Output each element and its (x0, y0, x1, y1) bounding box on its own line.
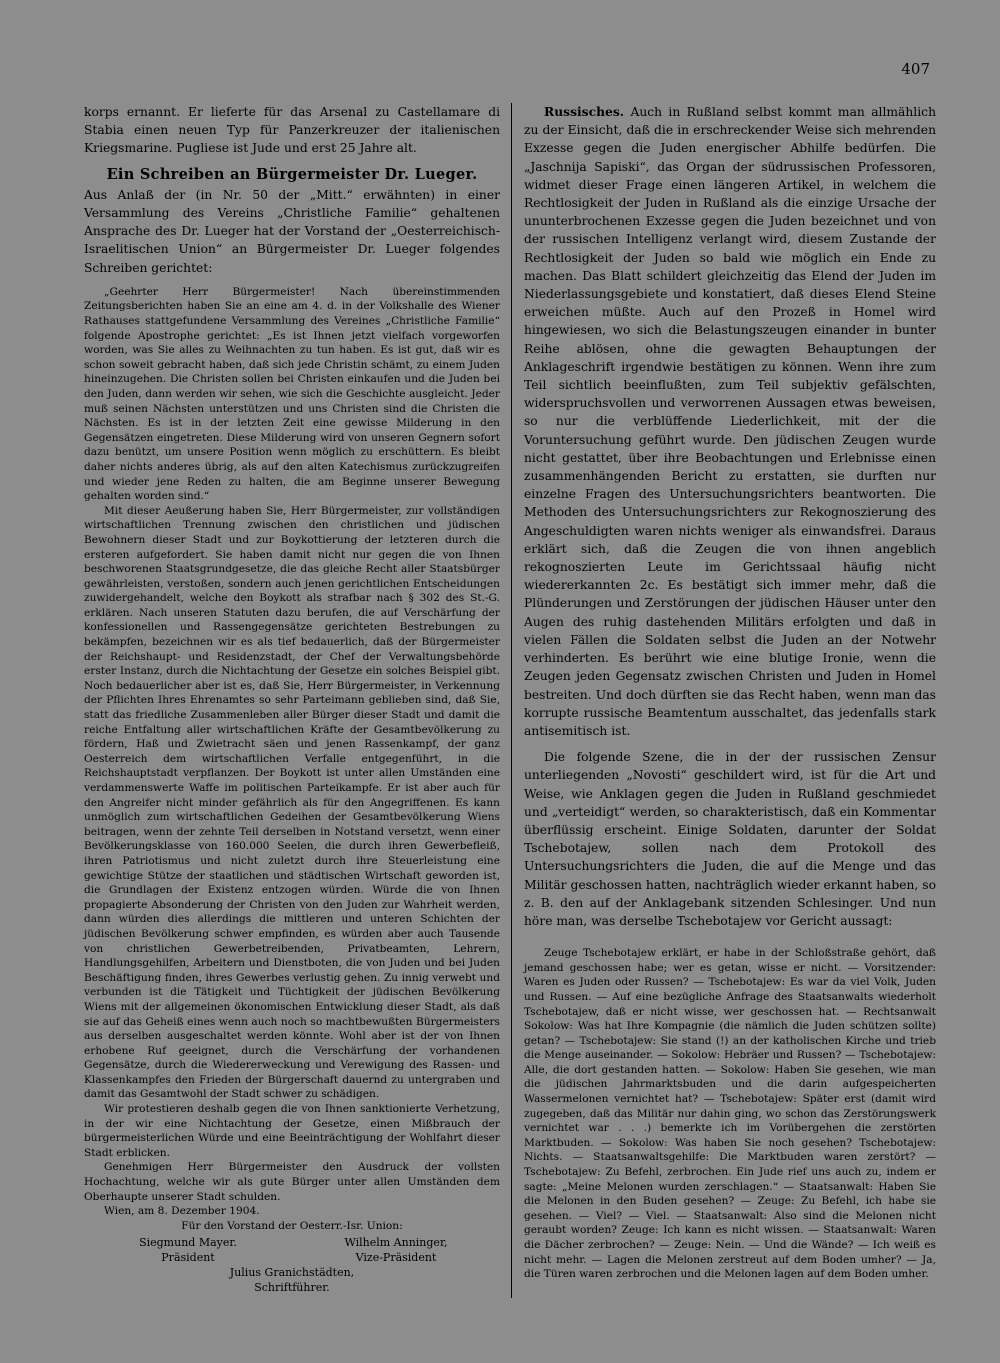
letter-for-board: Für den Vorstand der Oesterr.-Isr. Union: (181, 1219, 403, 1232)
letter-paragraph-1: „Geehrter Herr Bürgermeister! Nach übereinstimmenden Zeitungsberichten haben Sie an eine am 4. d. in der Volkshalle des Wiener Rathauses stattgefundene Versammlung des Vereines „Christliche Familie“ folgende Apostrophe gerichtet: „Es ist Ihnen jetzt vielfach vorgeworfen worden, was Sie alles zu Weihnachten zu tun haben. Es ist gut, daß wir es schon soweit gebracht haben, daß sich jede Christin schämt, zu einem Juden hineinzugehen. Die Christen sollen bei Christen einkaufen und die Juden bei den Juden, dann werden wir sehen, wie sich die Geschichte ausgleicht. Jeder muß seinen Nächsten unterstützen und uns Christen sind die Christen die Nächsten. Es ist in der letzten Zeit eine gewisse Milderung in den Gegensätzen eingetreten. Diese Milderung wird von unseren Gegnern sofort dazu benützt, um unsere Position wenn möglich zu erschüttern. Es bleibt daher nichts anderes übrig, als auf den alten Katechismus zurückzugreifen und wieder jene Reden zu halten, die am Beginne unserer Bewegung gehalten worden sind.“ (84, 285, 500, 503)
signature-1-name: Siegmund Mayer. (139, 1236, 237, 1250)
intro-paragraph: korps ernannt. Er lieferte für das Arsenal zu Castellamare di Stabia einen neuen Typ für Panzerkreuzer der italienischen Kriegsmarine. Pugliese ist Jude und erst 25 Jahre alt. (84, 105, 500, 156)
russian-section-heading: Russisches. (544, 104, 625, 119)
letter-paragraph-4: Genehmigen Herr Bürgermeister den Ausdruck der vollsten Hochachtung, welche wir als gute Bürger unter allen Umständen dem Oberhaupte unserer Stadt schulden. (84, 1161, 500, 1203)
letter-date: Wien, am 8. Dezember 1904. (104, 1205, 260, 1218)
page-number: 407 (901, 60, 930, 78)
signature-2 (292, 1235, 500, 1265)
signature-2-role: Vize-Präsident (355, 1251, 437, 1265)
russian-section-paragraph-1 (524, 103, 936, 740)
letter-paragraph-2: Mit dieser Aeußerung haben Sie, Herr Bürgermeister, zur vollständigen wirtschaftlichen Trennung zwischen den christlichen und jüdischen Bewohnern dieser Stadt und zur Boykottierung der letzteren durch die ersteren aufgefordert. Sie haben damit nicht nur gegen die von Ihnen beschworenen Staatsgrundgesetze, die das gleiche Recht aller Staatsbürger gewährleisten, verstoßen, sondern auch jenen gerichtlichen Entscheidungen zuwidergehandelt, welche den Boykott als strafbar nach § 302 des St.-G. erklären. Nach unseren Statuten dazu berufen, die auf Verschärfung der konfessionellen und Rassengegensätze gerichteten Bestrebungen zu bekämpfen, bezeichnen wir es als tief bedauerlich, daß der Bürgermeister der Reichshaupt- und Residenzstadt, der Chef der Verwaltungsbehörde erster Instanz, durch die Nichtachtung der Gesetze ein solches Beispiel gibt. Noch bedauerlicher aber ist es, daß Sie, Herr Bürgermeister, in Verkennung der Pflichten Ihres Ehrenamtes so sehr Parteimann geblieben sind, daß Sie, statt das friedliche Zusammenleben aller Bürger dieser Stadt und damit die reiche Entfaltung aller wirtschaftlichen Kräfte der Gesamtbevölkerung zu fördern, Haß und Zwietracht säen und jenen Rassenkampf, der ganz Oesterreich dem wirtschaftlichen Verfalle entgegenführt, in die Reichshauptstadt verpflanzen. Der Boykott ist unter allen Umständen eine verdammenswerte Waffe im politischen Parteikampfe. Er ist aber auch für den Angreifer nicht minder gefährlich als für den Angegriffenen. Es kann unmöglich zum wirtschaftlichen Gedeihen der Gesamtbevölkerung Wiens beitragen, wenn der zehnte Teil derselben in Notstand versetzt, wenn einer Bevölkerungsklasse von 160.000 Seelen, die durch ihren Gewerbefleiß, ihren Patriotismus und nicht zuletzt durch ihre Steuerleistung eine gewichtige Stütze der staatlichen und städtischen Wirtschaft geworden ist, die Grundlagen der Existenz entzogen würden. Würde die von Ihnen propagierte Absonderung der Christen von den Juden zur Wahrheit werden, dann würden dies allerdings die mittleren und unteren Schichten der jüdischen Bevölkerung schwer empfinden, es würden aber auch Tausende von christlichen Gewerbetreibenden, Privatbeamten, Lehrern, Handlungsgehilfen, Arbeitern und Dienstboten, die von Juden und bei Juden Beschäftigung finden, ihres Gewerbes verlustig gehen. Zu innig verwebt und verbunden ist die Tätigkeit und Tüchtigkeit der jüdischen Bevölkerung Wiens mit der allgemeinen ökonomischen Entwicklung dieser Stadt, als daß sie auf das Geheiß eines wenn auch noch so machtbewußten Bürgermeisters aus derselben ausgeschaltet werden könnte. Wohl aber ist der von Ihnen erhobene Ruf geeignet, durch die Verschärfung der vorhandenen Gegensätze, durch die Wiedererweckung und Verewigung des Rassen- und Klassenkampfes den Frieden der Bürgerschaft dauernd zu untergraben und damit das Gesamtwohl der Stadt schwer zu schädigen. (84, 504, 500, 1101)
signature-3 (84, 1265, 500, 1295)
column-divider (511, 103, 512, 1298)
signature-2-name: Wilhelm Anninger, (344, 1236, 448, 1250)
signature-3-role: Schriftführer. (254, 1281, 330, 1295)
signatures (84, 1235, 500, 1265)
right-column (524, 103, 936, 1282)
article-heading: Ein Schreiben an Bürgermeister Dr. Lueger. (106, 165, 478, 183)
russian-section-paragraph-2: Die folgende Szene, die in der der russischen Zensur unterliegenden „Novosti“ geschildert wird, ist für die Art und Weise, wie Anklagen gegen die Juden in Rußland geschmiedet und „verteidigt“ werden, so charakteristisch, daß ein Kommentar überflüssig erscheint. Einige Soldaten, darunter der Soldat Tschebotajew, sollen nach dem Protokoll des Untersuchungsrichters die Juden, die auf die Menge und das Militär geschossen hatten, nachträglich wieder erkannt haben, so z. B. den auf der Anklagebank sitzenden Schlesinger. Und nun höre man, was derselbe Tschebotajew vor Gericht aussagt: (524, 750, 936, 928)
signature-3-name: Julius Granichstädten, (229, 1266, 355, 1280)
testimony-block (524, 946, 936, 1282)
left-column (84, 103, 500, 1295)
testimony-text: Zeuge Tschebotajew erklärt, er habe in der Schloßstraße gehört, daß jemand geschossen habe; wer es getan, wisse er nicht. — Vorsitzender: Waren es Juden oder Russen? — Tschebotajew: Es war da viel Volk, Juden und Russen. — Auf eine bezügliche Anfrage des Staatsanwalts wiederholt Tschebotajew, daß er nicht wisse, wer geschossen hat. — Rechtsanwalt Sokolow: Was hat Ihre Kompagnie (die nämlich die Juden schützen sollte) getan? — Tschebotajew: Sie stand (!) an der katholischen Kirche und trieb die Menge auseinander. — Sokolow: Hebräer und Russen? — Tschebotajew: Alle, die dort gestanden hatten. — Sokolow: Haben Sie gesehen, wie man die jüdischen Jahrmarktsbuden und die darin aufgespeicherten Wassermelonen vernichtet hat? — Tschebotajew: Später erst (damit wird zugegeben, daß das Militär nur dahin ging, wo schon das Zerstörungswerk vernichtet war . . .) bemerkte ich im Vorübergehen die zerstörten Marktbuden. — Sokolow: Was haben Sie noch gesehen? Tschebotajew: Nichts. — Staatsanwaltsgehilfe: Die Marktbuden waren zerstört? — Tschebotajew: Zu Befehl, zerbrochen. Ein Jude rief uns auch zu, indem er sagte: „Meine Melonen wurden zerschlagen.“ — Staatsanwalt: Haben Sie die Melonen in den Buden gesehen? — Zeuge: Zu Befehl, ich habe sie gesehen. — Viel? — Viel. — Staatsanwalt: Also sind die Melonen nicht geraubt worden? Zeuge: Ich kann es nicht wissen. — Staatsanwalt: Waren die Dächer zerbrochen? — Zeuge: Nein. — Und die Wände? — Ich weiß es nicht mehr. — Lagen die Melonen zerstreut auf dem Boden umher? — Ja, die Türen waren zerbrochen und die Melonen lagen auf dem Boden umher. (524, 947, 936, 1281)
signature-1-role: Präsident (161, 1251, 215, 1265)
letter-body (84, 285, 500, 1234)
russian-section-text-1: Auch in Rußland selbst kommt man allmählich zu der Einsicht, daß die in erschreckender Weise sich mehrenden Exzesse gegen die Juden energischer Abhilfe bedürfen. Die „Jaschnija Sapiski“, das Organ der südrussischen Professoren, widmet dieser Frage einen längeren Artikel, in welchem die Rechtlosigkeit der Juden in Rußland als die einzige Ursache der ununterbrochenen Exzesse gegen die Juden bezeichnet und von der russischen Intelligenz verlangt wird, diesem Zustande der Rechtlosigkeit der Juden so bald wie möglich ein Ende zu machen. Das Blatt schildert gleichzeitig das Elend der Juden im Niederlassungsgebiete und konstatiert, daß dieses Elend Steine erweichen müßte. Auch auf den Prozeß in Homel wird hingewiesen, wo sich die Belastungszeugen einander in bunter Reihe ablösen, ohne die gewagten Behauptungen der Anklageschrift irgendwie bestätigen zu können. Wenn ihre zum Teil sichtlich beeinflußten, zum Teil subjektiv gefälschten, widerspruchsvollen und verworrenen Aussagen etwas beweisen, so nur die verblüffende Liederlichkeit, mit der die Voruntersuchung geführt wurde. Den jüdischen Zeugen wurde nicht gestattet, über ihre Beobachtungen und Erlebnisse einen zusammenhängenden Bericht zu erstatten, sie durften nur einzelne Fragen des Untersuchungsrichters beantworten. Die Methoden des Untersuchungsrichters zur Rekognoszierung des Angeschuldigten waren nichts weniger als einwandsfrei. Daraus erklärt sich, daß die Zeugen die von ihnen angeblich rekognoszierten Leute im Gerichtssaal häufig nicht wiedererkannten 2c. Es bestätigt sich immer mehr, daß die Plünderungen und Zerstörungen der jüdischen Häuser unter den Augen des ruhig dastehenden Militärs erfolgten und daß in vielen Fällen die Soldaten selbst die Juden an der Notwehr verhinderten. Es berührt wie eine blutige Ironie, wenn die Zeugen jeden Gegensatz zwischen Christen und Juden in Homel bestreiten. Und doch dürften sie das Recht haben, wenn man das korrupte russische Beamtentum ausschaltet, das jedenfalls stark antisemitisch ist. (524, 105, 936, 738)
letter-paragraph-3: Wir protestieren deshalb gegen die von Ihnen sanktionierte Verhetzung, in der wir eine Nichtachtung der Gesetze, einen Mißbrauch der bürgermeisterlichen Würde und eine Beeinträchtigung der Wohlfahrt dieser Stadt erblicken. (84, 1103, 500, 1159)
article-lead: Aus Anlaß der (in Nr. 50 der „Mitt.“ erwähnten) in einer Versammlung des Vereins „Christliche Familie“ gehaltenen Ansprache des Dr. Lueger hat der Vorstand der „Oesterreichisch-Israelitischen Union“ an Bürgermeister Dr. Lueger folgendes Schreiben gerichtet: (84, 187, 500, 275)
signature-1 (84, 1235, 292, 1265)
